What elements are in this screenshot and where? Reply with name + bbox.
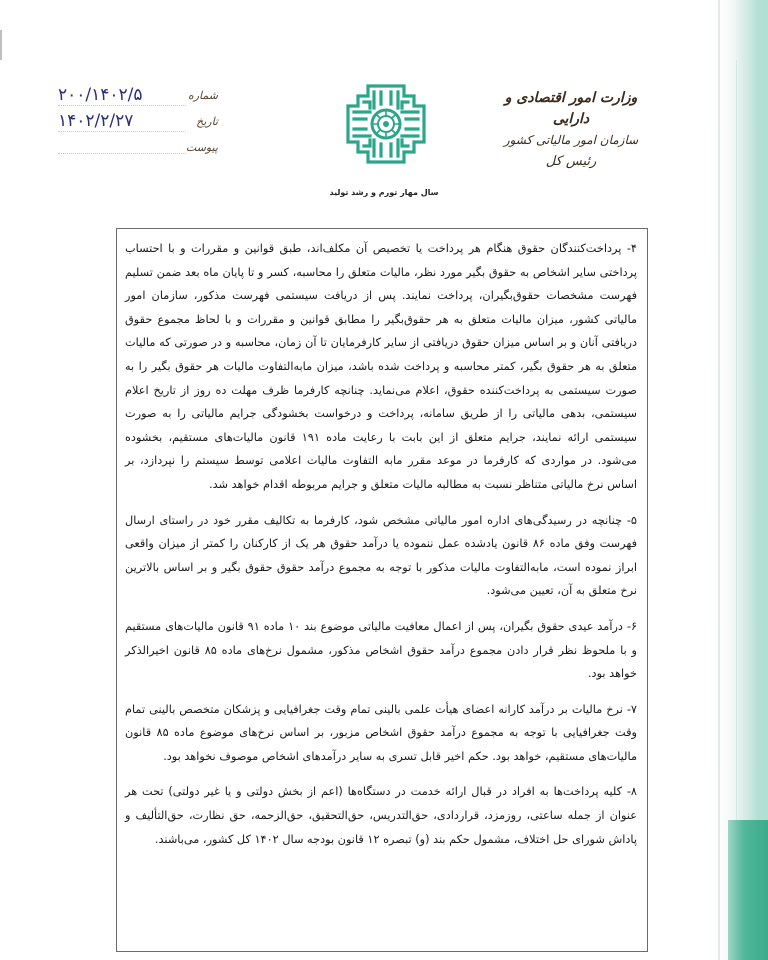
clause-8: ۸- کلیه پرداخت‌ها به افراد در قبال ارائه خدمت در دستگاه‌ها (اعم از بخش دولتی و یا غیر دولتی) تحت هر عنوان از جمله ساعتی، روزمزد، قراردادی، حق‌التدریس، حق‌التحقیق، حق‌الزحمه، حق نظارت، حق‌التألیف و پاداش شورای حل اختلاف، مشمول حکم بند (و) تبصره ۱۲ قانون بودجه سال ۱۴۰۲ کل کشور، می‌باشند. — [125, 785, 637, 846]
ministry-name: وزارت امور اقتصادی و دارایی — [504, 90, 638, 127]
page-edge — [0, 30, 2, 60]
letter-date-label: تاریخ — [196, 114, 218, 128]
letter-body — [116, 228, 648, 952]
organization-name: سازمان امور مالیاتی کشور — [503, 133, 639, 147]
clause-4: ۴- پرداخت‌کنندگان حقوق هنگام هر پرداخت یا تخصیص آن مکلف‌اند، طبق قوانین و مقررات و با احتساب پرداختی سایر اشخاص به حقوق بگیر مورد نظر، مالیات متعلق را محاسبه، کسر و تا پایان ماه بعد ضمن تسلیم فهرست مشخصات حقوق‌بگیران، پرداخت نمایند. پس از دریافت سیستمی فهرست مذکور، سازمان امور مالیاتی کشور، میزان مالیات متعلق به هر حقوق‌بگیر را مطابق قوانین و مقررات و با لحاظ مجموع حقوق دریافتی آنان و بر اساس میزان حقوق دریافتی از سایر کارفرمایان تا آن زمان، محاسبه و در صورتی که مالیات متعلق به هر حقوق بگیر، کمتر محاسبه و پرداخت شده باشد، میزان مابه‌التفاوت مالیات هر حقوق بگیر را به صورت سیستمی به پرداخت‌کننده حقوق، اعلام می‌نماید. چنانچه کارفرما ظرف مهلت ده روز از تاریخ اعلام سیستمی، بدهی مالیاتی را از طریق سامانه، پرداخت و درخواست بخشودگی جرایم مالیاتی را به صورت سیستمی ارائه نمایند، جرایم متعلق از این بابت با رعایت ماده ۱۹۱ قانون مالیات‌های مستقیم، بخشوده می‌شود. در مواردی که کارفرما در موعد مقرر مابه التفاوت مالیات اعلامی توسط سیستم را نپردازد، بر اساس نرخ مالیاتی متناظر نسبت به مطالبه مالیات متعلق و جرایم مربوطه اقدام خواهد شد. — [125, 242, 637, 491]
letter-number-value: ۲۰۰/۱۴۰۲/۵ — [58, 85, 186, 106]
letter-number-label: شماره — [187, 88, 218, 102]
attachment-row — [58, 134, 218, 160]
attachment-value — [58, 141, 186, 154]
clause-6: ۶- درآمد عیدی حقوق بگیران، پس از اعمال معافیت مالیاتی موضوع بند ۱۰ ماده ۹۱ قانون مالیات‌های مستقیم و با ملحوظ نظر قرار دادن مجموع درآمد حقوق اشخاص مذکور، مشمول نرخ‌های ماده ۸۵ قانون اخیرالذکر خواهد بود. — [125, 619, 638, 681]
year-slogan: سال مهار تورم و رشد تولید — [329, 188, 439, 197]
signatory-title: رئیس کل — [545, 154, 597, 169]
attachment-label: پیوست — [185, 140, 218, 154]
letter-number-row — [58, 82, 218, 108]
letter-meta — [58, 82, 218, 160]
letter-date-row — [58, 108, 218, 134]
ministry-header — [486, 88, 656, 172]
tax-organization-emblem-icon — [344, 82, 428, 166]
letter-date-value: ۱۴۰۲/۲/۲۷ — [58, 111, 186, 132]
clause-7: ۷- نرخ مالیات بر درآمد کارانه اعضای هیأت علمی بالینی تمام وقت جغرافیایی و پزشکان متخصص بالینی تمام وقت جغرافیایی با توجه به مجموع درآمد حقوق اشخاص مزبور، بر اساس نرخ‌های موضوع ماده ۸۵ قانون مالیات‌های مستقیم، خواهد بود. حکم اخیر قابل تسری به سایر درآمدهای اشخاص موصوف نخواهد بود. — [125, 702, 637, 763]
clause-5: ۵- چنانچه در رسیدگی‌های اداره امور مالیاتی مشخص شود، کارفرما به تکالیف مقرر خود در راستای ارسال فهرست وفق ماده ۸۶ قانون یادشده عمل ننموده یا درآمد حقوق هر یک از کارکنان را کمتر از میزان واقعی ابراز نموده است، مابه‌التفاوت مالیات مذکور با توجه به مجموع درآمد حقوق حقوق بگیر و بر اساس بالاترین نرخ متعلق به آن، تعیین می‌شود. — [125, 513, 637, 598]
letterhead-side-stripe — [718, 0, 768, 960]
